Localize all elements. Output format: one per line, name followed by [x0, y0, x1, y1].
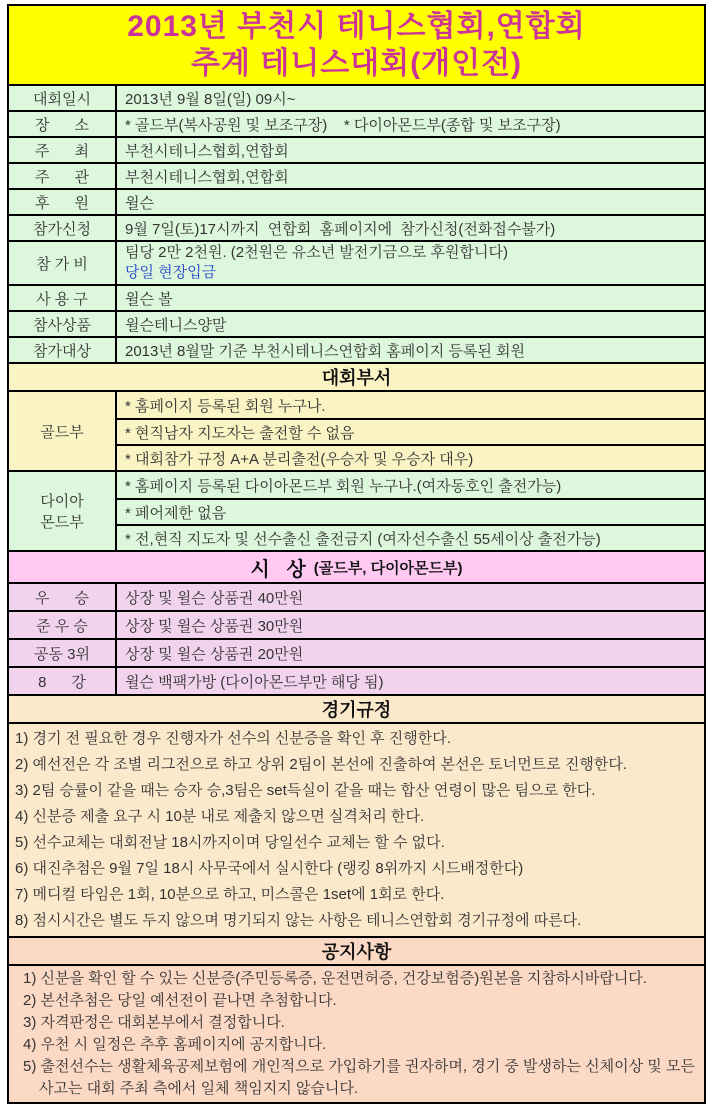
division-diamond-item: * 페어제한 없음 [117, 498, 704, 524]
info-value-gift: 윌슨테니스양말 [125, 316, 227, 334]
info-value-datetime: 2013년 9월 8일(일) 09시~ [125, 90, 296, 108]
info-row-eligibility [9, 338, 704, 364]
division-diamond-label [9, 472, 117, 550]
award-row-runnerup [9, 612, 704, 640]
info-label-ball: 사 용 구 [9, 286, 117, 310]
info-label-registration: 참가신청 [9, 216, 117, 240]
info-label-host: 주 최 [9, 138, 117, 162]
info-row-host [9, 138, 704, 164]
awards-header-main: 시 상 [250, 558, 306, 581]
notices-body [9, 966, 704, 1102]
page-title [9, 6, 704, 86]
section-header-notices: 공지사항 [9, 938, 704, 966]
info-label-gift: 참사상품 [9, 312, 117, 336]
award-value-third: 상장 및 윌슨 상품권 20만원 [125, 645, 304, 663]
division-gold-item: * 홈페이지 등록된 회원 누구나. [125, 397, 326, 415]
info-row-fee [9, 242, 704, 286]
award-row-third [9, 640, 704, 668]
award-row-winner [9, 584, 704, 612]
division-diamond-label-line1: 다이아 [40, 493, 84, 510]
info-row-gift [9, 312, 704, 338]
awards-header-sub: (골드부, 다이아몬드부) [313, 559, 463, 577]
rule-item: 7) 메디컬 타임은 1회, 10분으로 하고, 미스콜은 1set에 1회로 한다. [15, 886, 445, 903]
division-diamond-items [117, 472, 704, 550]
info-value-ball: 윌슨 볼 [125, 290, 173, 308]
info-label-sponsor: 후 원 [9, 190, 117, 214]
division-diamond [9, 472, 704, 552]
notice-item: 1) 신분을 확인 할 수 있는 신분증(주민등록증, 운전면허증, 건강보험증)원본을 지참하시바랍니다. [23, 970, 647, 987]
info-label-organizer: 주 관 [9, 164, 117, 188]
info-label-venue: 장 소 [9, 112, 117, 136]
fee-line1: 팀당 2만 2천원. (2천원은 유소년 발전기금으로 후원합니다) [125, 244, 508, 261]
info-value-registration: 9월 7일(토)17시까지 연합회 홈페이지에 참가신청(전화접수불가) [125, 220, 556, 238]
rule-item: 3) 2팀 승률이 같을 때는 승자 승,3팀은 set득실이 같을 때는 합산 연령이 많은 팀으로 한다. [15, 782, 596, 799]
info-row-ball [9, 286, 704, 312]
info-label-fee: 참 가 비 [9, 242, 117, 284]
info-value-sponsor: 윌슨 [125, 194, 154, 212]
award-value-winner: 상장 및 윌슨 상품권 40만원 [125, 589, 304, 607]
info-row-venue [9, 112, 704, 138]
division-gold [9, 392, 704, 472]
section-header-rules: 경기규정 [9, 696, 704, 724]
rule-item: 8) 점시시간은 별도 두지 않으며 명기되지 않는 사항은 테니스연합회 경기규정에 따른다. [15, 912, 582, 929]
award-value-runnerup: 상장 및 윌슨 상품권 30만원 [125, 617, 304, 635]
info-row-sponsor [9, 190, 704, 216]
info-label-eligibility: 참가대상 [9, 338, 117, 362]
notice-item: 3) 자격판정은 대회본부에서 결정합니다. [23, 1014, 285, 1031]
info-row-datetime [9, 86, 704, 112]
section-header-awards [9, 552, 704, 584]
award-label-runnerup: 준 우 승 [9, 612, 117, 638]
info-value-venue: * 골드부(복사공원 및 보조구장) * 다이아몬드부(종합 및 보조구장) [125, 116, 561, 134]
rule-item: 5) 선수교체는 대회전날 18시까지이며 당일선수 교체는 할 수 없다. [15, 834, 445, 851]
info-value-organizer: 부천시테니스협회,연합회 [125, 168, 289, 186]
division-gold-item: * 현직남자 지도자는 출전할 수 없음 [117, 418, 704, 444]
tournament-notice-sheet [7, 4, 706, 1104]
rules-body [9, 724, 704, 938]
rule-item: 2) 예선전은 각 조별 리그전으로 하고 상위 2팀이 본선에 진출하여 본선은 토너먼트로 진행한다. [15, 756, 627, 773]
info-label-datetime: 대회일시 [9, 86, 117, 110]
notice-item: 5) 출전선수는 생활체육공제보험에 개인적으로 가입하기를 권자하며, 경기 중 발생하는 신체이상 및 모든 사고는 대회 주최 측에서 일체 책임지지 않습니다. [23, 1058, 695, 1097]
title-line2: 추계 테니스대회(개인전) [190, 47, 523, 80]
award-label-quarterfinal: 8 강 [9, 668, 117, 694]
rule-item: 1) 경기 전 필요한 경우 진행자가 선수의 신분증을 확인 후 진행한다. [15, 730, 451, 747]
division-gold-label: 골드부 [9, 392, 117, 470]
rule-item: 4) 신분증 제출 요구 시 10분 내로 제출치 않으면 실격처리 한다. [15, 808, 425, 825]
award-label-third: 공동 3위 [9, 640, 117, 666]
award-row-quarterfinal [9, 668, 704, 696]
division-diamond-item: * 전,현직 지도자 및 선수출신 출전금지 (여자선수출신 55세이상 출전가능) [117, 524, 704, 550]
award-label-winner: 우 승 [9, 584, 117, 610]
title-line1: 2013년 부천시 테니스협회,연합회 [127, 10, 586, 43]
notice-item: 4) 우천 시 일정은 추후 홈페이지에 공지합니다. [23, 1036, 327, 1053]
info-value-host: 부천시테니스협회,연합회 [125, 142, 289, 160]
section-header-divisions: 대회부서 [9, 364, 704, 392]
notice-item: 2) 본선추첨은 당일 예선전이 끝나면 추첨합니다. [23, 992, 337, 1009]
division-diamond-item: * 홈페이지 등록된 다이아몬드부 회원 누구나.(여자동호인 출전가능) [125, 477, 562, 495]
division-gold-items [117, 392, 704, 470]
info-row-organizer [9, 164, 704, 190]
division-gold-item: * 대회참가 규정 A+A 분리출전(우승자 및 우승자 대우) [117, 444, 704, 470]
rule-item: 6) 대진추첨은 9월 7일 18시 사무국에서 실시한다 (랭킹 8위까지 시드배정한다) [15, 860, 524, 877]
info-value-eligibility: 2013년 8월말 기준 부천시테니스연합회 홈페이지 등록된 회원 [125, 342, 525, 360]
award-value-quarterfinal: 윌슨 백팩가방 (다이아몬드부만 해당 됨) [125, 673, 384, 691]
info-row-registration [9, 216, 704, 242]
info-value-fee [117, 242, 704, 284]
division-diamond-label-line2: 몬드부 [40, 514, 84, 531]
fee-line2-payment: 당일 현장입금 [125, 264, 217, 281]
